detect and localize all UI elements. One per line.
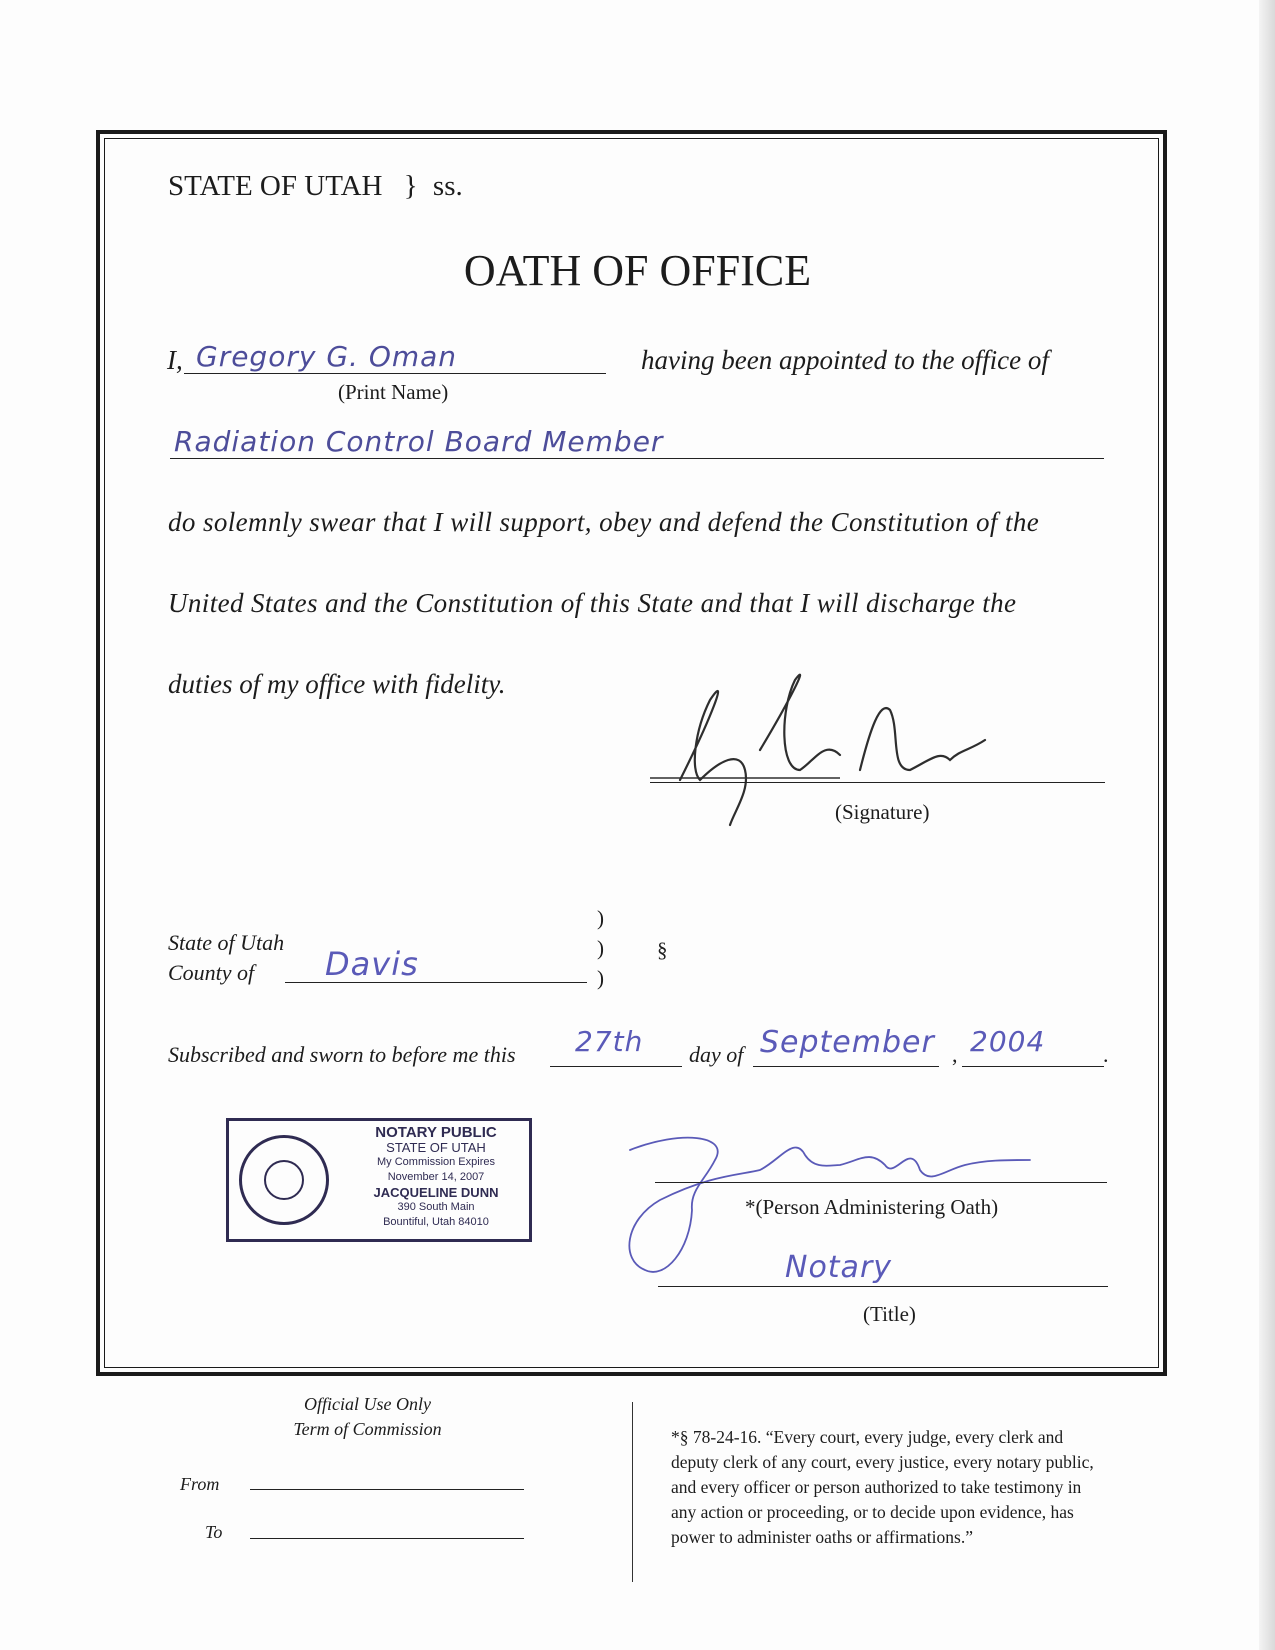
footnote-line-4: any action or proceeding, or to decide upon evidence, has <box>671 1502 1074 1522</box>
name-value: Gregory G. Oman <box>196 340 458 373</box>
stamp-line-6: 390 South Main <box>397 1201 475 1213</box>
footnote-line-1: *§ 78-24-16. “Every court, every judge, every clerk and <box>671 1427 1064 1447</box>
venue-paren-2: ) <box>597 936 604 960</box>
from-label: From <box>180 1474 220 1494</box>
oath-body-line-2: United States and the Constitution of this State and that I will discharge the <box>168 588 1017 618</box>
footnote-line-3: and every officer or person authorized to take testimony in <box>671 1477 1082 1497</box>
office-value: Radiation Control Board Member <box>174 425 664 458</box>
office-line <box>170 458 1104 459</box>
footnote-line-2: deputy clerk of any court, every justice, every notary public, <box>671 1452 1094 1472</box>
state-seal-icon <box>239 1135 329 1225</box>
notary-stamp-text <box>347 1125 525 1230</box>
county-value: Davis <box>325 945 419 983</box>
state-heading-ss: ss. <box>432 170 463 202</box>
notary-signature <box>620 1120 1050 1320</box>
subscribed-text: Subscribed and sworn to before me this <box>168 1042 516 1067</box>
signature-line <box>650 782 1105 783</box>
title-line <box>658 1286 1108 1287</box>
appointed-text: having been appointed to the office of <box>641 345 1049 375</box>
stamp-line-2: STATE OF UTAH <box>386 1140 486 1155</box>
month-value: September <box>760 1025 935 1060</box>
oath-taker-signature <box>640 660 1000 830</box>
statute-footnote <box>671 1425 1094 1550</box>
footnote-line-5: power to administer oaths or affirmations.” <box>671 1527 973 1547</box>
day-of-text: day of <box>689 1042 744 1067</box>
day-line <box>550 1066 682 1067</box>
footer-divider <box>632 1402 633 1582</box>
signature-label: (Signature) <box>835 800 930 824</box>
oath-body-line-1: do solemnly swear that I will support, obey and defend the Constitution of the <box>168 507 1040 537</box>
year-period: . <box>1103 1042 1109 1067</box>
state-heading-text: STATE OF UTAH <box>168 170 383 202</box>
day-value: 27th <box>575 1025 644 1058</box>
venue-paren-3: ) <box>597 966 604 990</box>
page-title: OATH OF OFFICE <box>463 246 812 295</box>
month-line <box>753 1066 939 1067</box>
stamp-line-4: November 14, 2007 <box>387 1171 485 1183</box>
stamp-line-3: My Commission Expires <box>377 1156 495 1168</box>
year-line <box>962 1066 1104 1067</box>
to-line <box>250 1538 524 1539</box>
state-heading <box>168 170 463 203</box>
stamp-line-5: JACQUELINE DUNN <box>373 1185 499 1200</box>
oath-body-line-3: duties of my office with fidelity. <box>168 669 506 699</box>
from-line <box>250 1489 524 1490</box>
oath-prefix: I, <box>167 345 183 375</box>
stamp-line-1: NOTARY PUBLIC <box>375 1124 497 1141</box>
venue-section-symbol: § <box>657 938 668 962</box>
term-of-commission-heading: Term of Commission <box>293 1419 442 1439</box>
state-heading-brace: } <box>403 170 418 202</box>
print-name-label: (Print Name) <box>338 380 449 404</box>
official-use-heading: Official Use Only <box>304 1394 431 1414</box>
to-label: To <box>205 1522 223 1542</box>
venue-paren-1: ) <box>597 906 604 930</box>
venue-county-label: County of <box>168 960 255 985</box>
venue-state-label: State of Utah <box>168 930 285 955</box>
stamp-line-7: Bountiful, Utah 84010 <box>383 1216 489 1228</box>
notary-stamp <box>226 1118 532 1242</box>
name-line <box>184 373 606 374</box>
administrator-label: *(Person Administering Oath) <box>745 1195 999 1219</box>
year-value: 2004 <box>970 1025 1046 1058</box>
title-value: Notary <box>785 1250 893 1285</box>
administrator-line <box>655 1182 1107 1183</box>
title-label: (Title) <box>863 1302 916 1326</box>
year-comma: , <box>952 1042 958 1067</box>
state-seal-core <box>264 1160 304 1200</box>
